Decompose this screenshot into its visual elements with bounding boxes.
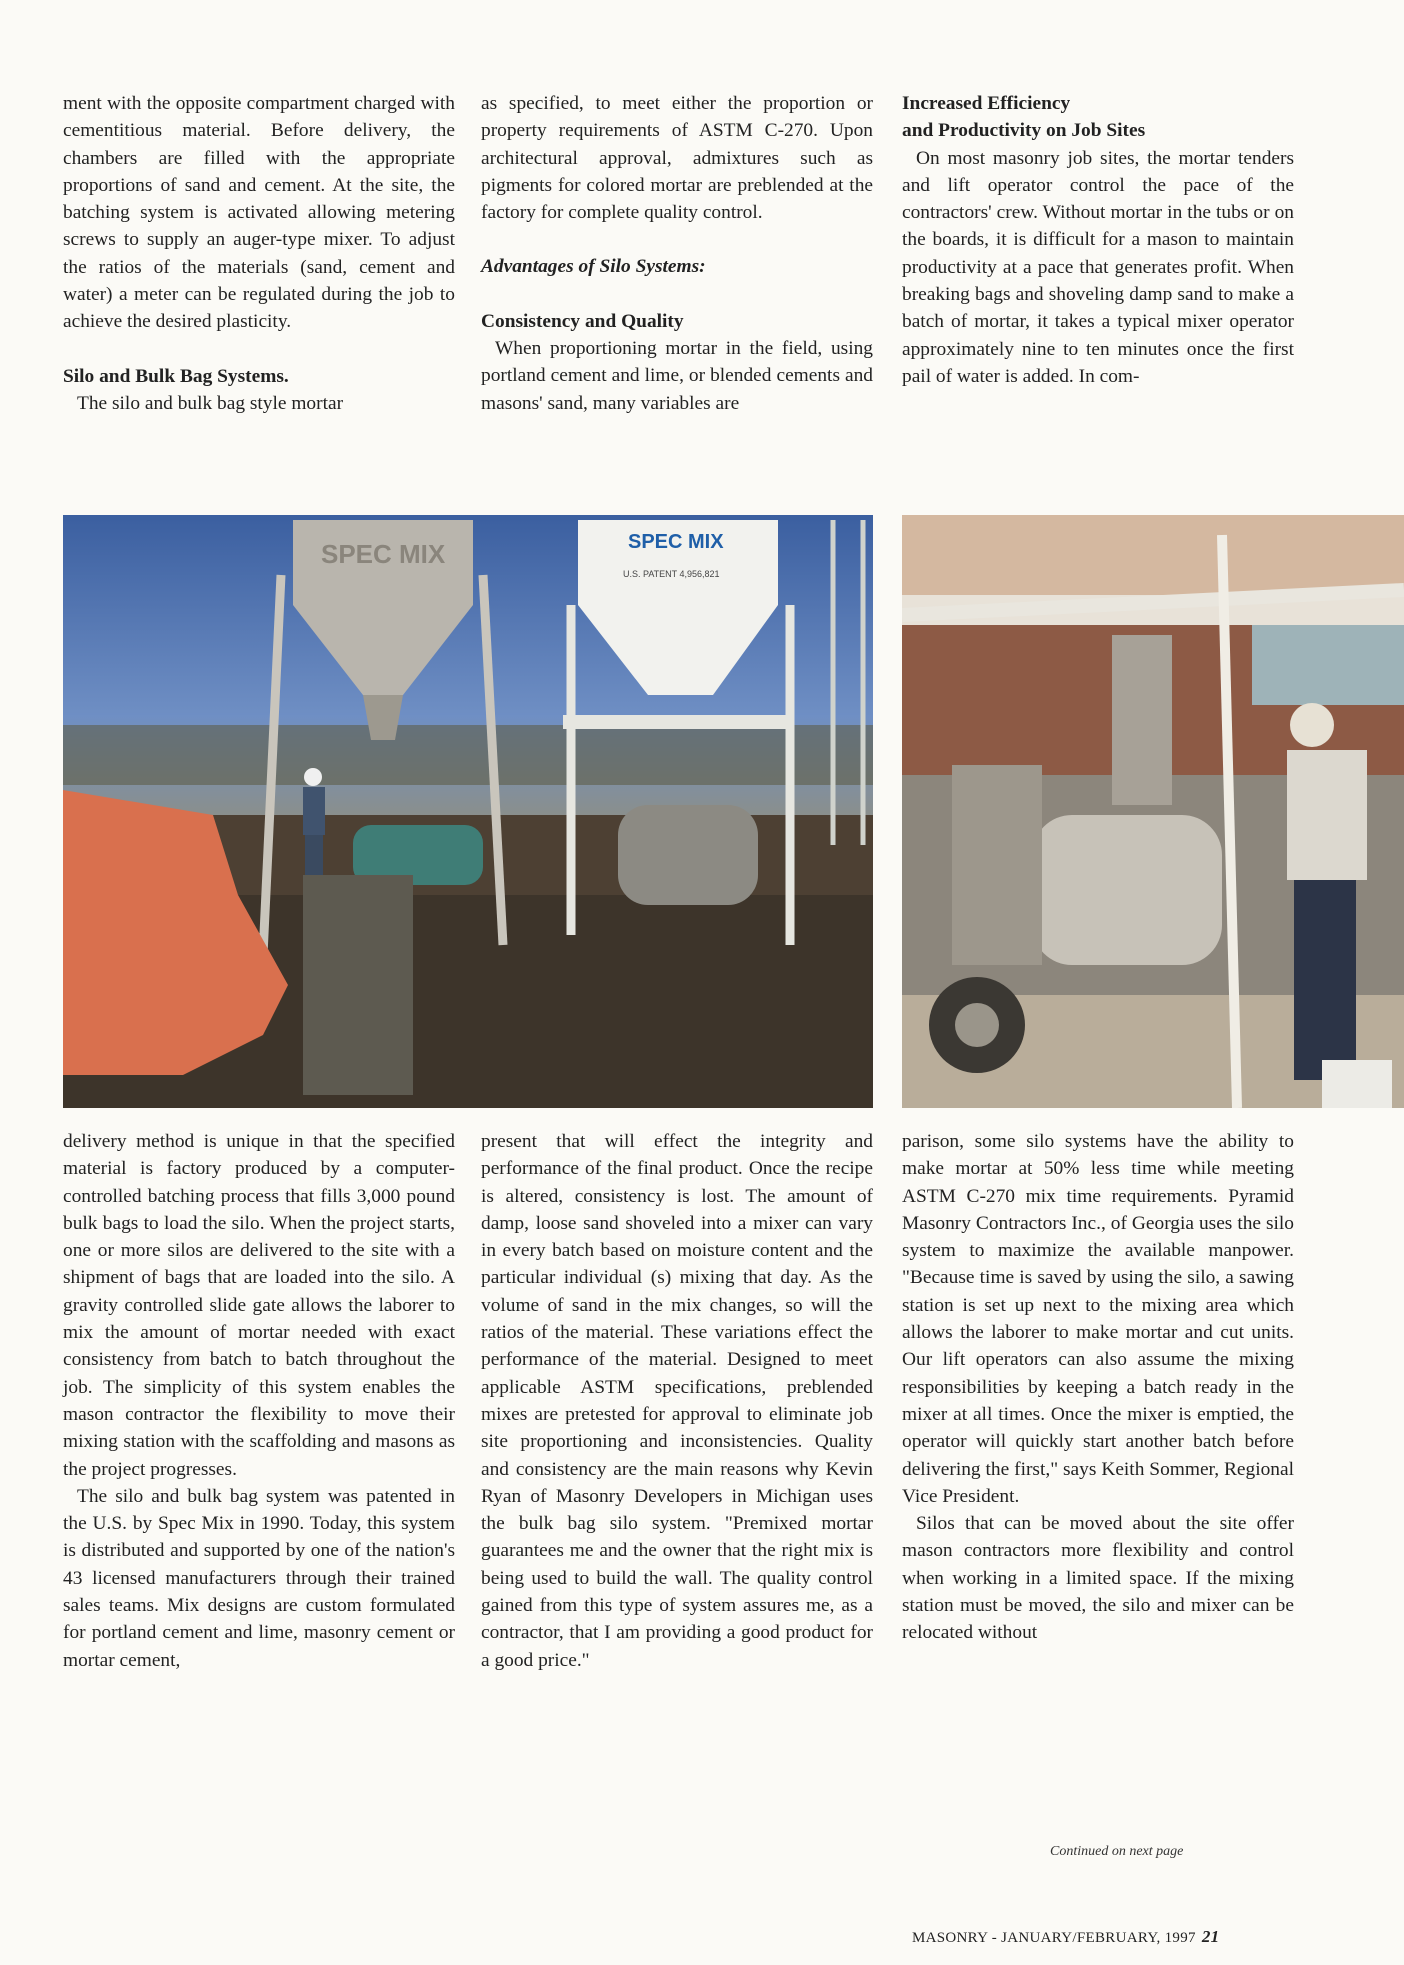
paragraph: The silo and bulk bag style mortar bbox=[77, 392, 344, 414]
paragraph: On most masonry job sites, the mortar tenders and lift operator control the pace of the contractors' crew. Without mortar in the tubs or on the boards, it is difficult for a mason to maintain productivity at a pace that generates profit. When breaking bags and shoveling damp sand to make a batch of mortar, it takes a typical mixer operator approximately nine to ten minutes once the first pail of water is added. In com- bbox=[902, 147, 1294, 387]
silo-scene-illustration bbox=[63, 515, 873, 1108]
paragraph: present that will effect the integrity and performance of the final product. Once the recipe is altered, consistency is lost. The amount of damp, loose sand shoveled into a mixer can vary in every batch based on moisture content and the particular individual (s) mixing that day. As the volume of sand in the mix changes, so will the ratios of the material. These variations effect the performance of the material. Designed to meet applicable ASTM specifications, preblended mixes are pretested for approval to eliminate job site proportioning and inconsistencies. Quality and consistency are the main reasons why Kevin Ryan of Masonry Developers in Michigan uses the bulk bag silo system. "Premixed mortar guarantees me and the owner that the right mix is being used to build the wall. The quality control gained from this type of system assures me, as a contractor, that I am providing a good product for a good price." bbox=[481, 1131, 873, 1671]
section-heading: Consistency and Quality bbox=[481, 310, 684, 332]
right-silo-brand: SPEC MIX bbox=[628, 531, 724, 553]
bottom-column-1 bbox=[63, 1128, 455, 1674]
right-silo-patent: U.S. PATENT 4,956,821 bbox=[623, 569, 720, 579]
paragraph: When proportioning mortar in the field, using portland cement and lime, or blended cements and masons' sand, many variables are bbox=[481, 338, 873, 414]
page-number: 21 bbox=[1201, 1927, 1220, 1946]
paragraph: parison, some silo systems have the ability to make mortar at 50% less time while meeting ASTM C-270 mix time requirements. Pyramid Masonry Contractors Inc., of Georgia uses the silo system to maximize the available manpower. "Because time is saved by using the silo, a sawing station is set up next to the mixing area which allows the laborer to make mortar and cut units. Our lift operators can also assume the mixing responsibilities by keeping a batch ready in the mixer at all times. Once the mixer is emptied, the operator will quickly start another batch before delivering the first," says Keith Sommer, Regional Vice President. bbox=[902, 1131, 1294, 1507]
page-footer bbox=[912, 1927, 1219, 1947]
top-column-1 bbox=[63, 90, 455, 417]
paragraph: The silo and bulk bag system was patented in the U.S. by Spec Mix in 1990. Today, this system is distributed and supported by one of the nation's 43 licensed manufacturers through their trained sales teams. Mix designs are custom formulated for portland cement and lime, masonry cement or mortar cement, bbox=[63, 1485, 455, 1671]
bottom-column-3 bbox=[902, 1128, 1294, 1647]
continued-note: Continued on next page bbox=[1050, 1844, 1184, 1859]
section-heading: Increased Efficiency bbox=[902, 93, 1071, 114]
paragraph: delivery method is unique in that the specified material is factory produced by a computer-controlled batching process that fills 3,000 pound bulk bags to load the silo. When the project starts, one or more silos are delivered to the site with a shipment of bags that are loaded into the silo. A gravity controlled slide gate allows the laborer to mix the amount of mortar needed with exact consistency from batch to batch throughout the job. The simplicity of this system enables the mason contractor the flexibility to move their mixing station with the scaffolding and masons as the project progresses. bbox=[63, 1131, 455, 1480]
paragraph: Silos that can be moved about the site offer mason contractors more flexibility and control when working in a limited space. If the mixing station must be moved, the silo and mixer can be relocated without bbox=[902, 1513, 1294, 1644]
mixer-scene-illustration bbox=[902, 515, 1404, 1108]
bottom-column-2 bbox=[481, 1128, 873, 1674]
top-column-3 bbox=[902, 90, 1294, 390]
advantages-heading: Advantages of Silo Systems: bbox=[481, 256, 706, 278]
paragraph: ment with the opposite compartment charged with cementitious material. Before delivery, the chambers are filled with the appropriate proportions of sand and cement. At the site, the batching system is activated allowing metering screws to supply an auger-type mixer. To adjust the ratios of the materials (sand, cement and water) a meter can be regulated during the job to achieve the desired plasticity. bbox=[63, 93, 455, 333]
mixer-photo-right bbox=[902, 515, 1404, 1108]
silo-photo-left bbox=[63, 515, 873, 1108]
left-silo-brand: SPEC MIX bbox=[321, 539, 446, 569]
section-heading-line-2: and Productivity on Job Sites bbox=[902, 120, 1146, 142]
top-column-2 bbox=[481, 90, 873, 417]
footer-text: MASONRY - JANUARY/FEBRUARY, 1997 bbox=[912, 1930, 1196, 1946]
section-heading: Silo and Bulk Bag Systems. bbox=[63, 365, 289, 387]
paragraph: as specified, to meet either the proportion or property requirements of ASTM C-270. Upon architectural approval, admixtures such as pigments for colored mortar are preblended at the factory for complete quality control. bbox=[481, 93, 873, 224]
